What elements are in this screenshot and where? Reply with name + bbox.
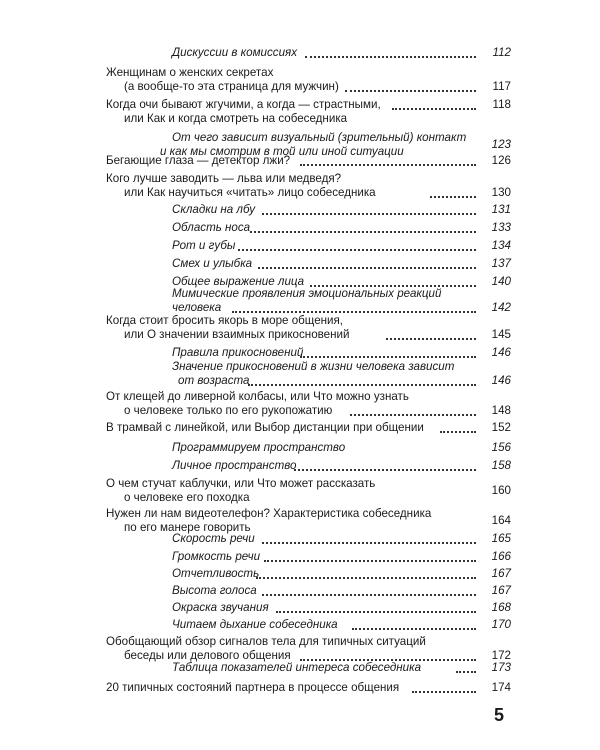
toc-entry-page: 131	[491, 203, 511, 216]
toc-entry-page: 152	[491, 421, 511, 434]
toc-entry-title-line: по его манере говорить	[124, 521, 251, 534]
toc-leader-dots	[456, 669, 476, 673]
toc-leader-dots	[345, 88, 476, 92]
toc-entry-page: 173	[491, 661, 511, 674]
toc-entry-page: 164	[491, 514, 511, 527]
toc-entry-page: 146	[491, 346, 511, 359]
toc-entry-title-line: Смех и улыбка	[172, 257, 253, 270]
toc-leader-dots	[238, 247, 476, 251]
toc-entry-page: 160	[491, 484, 511, 497]
toc-entry-page: 112	[492, 46, 511, 59]
toc-entry-page: 158	[491, 459, 511, 472]
toc-entry-title-line: Правила прикосновений	[172, 346, 304, 359]
toc-entry-title-line: Бегающие глаза — детектор лжи?	[106, 154, 291, 167]
toc-leader-dots	[300, 354, 476, 358]
toc-entry-page: 167	[491, 567, 511, 580]
toc-entry-title-line: или О значении взаимных прикосновений	[124, 328, 350, 341]
toc-entry-title-line: Обобщающий обзор сигналов тела для типичных ситуаций	[106, 635, 426, 648]
toc-entry-page: 170	[491, 618, 511, 631]
toc-entry-page: 167	[491, 584, 511, 597]
toc-leader-dots	[264, 558, 476, 562]
toc-entry-title-line: Нужен ли нам видеотелефон? Характеристика собеседника	[106, 507, 432, 520]
toc-leader-dots	[276, 609, 476, 613]
toc-entry-title-line: Когда очи бывают жгучими, а когда — страстными,	[106, 98, 381, 111]
toc-entry-title-line: или Как и когда смотреть на собеседника	[124, 112, 348, 125]
toc-entry-page: 156	[491, 441, 511, 454]
toc-entry-page: 165	[491, 532, 511, 545]
toc-entry-page: 130	[491, 186, 511, 199]
toc-entry-title-line: В трамвай с линейкой, или Выбор дистанции при общении	[106, 421, 424, 434]
toc-entry-title-line: Дискуссии в комиссиях	[172, 46, 298, 59]
toc-entry-page: 166	[491, 550, 511, 563]
toc-entry-page: 174	[491, 681, 511, 694]
toc-leader-dots	[305, 54, 476, 58]
toc-entry-title-line: Читаем дыхание собеседника	[172, 618, 338, 631]
toc-entry-page: 146	[491, 374, 511, 387]
toc-entry-title-line: Программируем пространство	[172, 441, 346, 454]
toc-entry-title-line: Личное пространство	[172, 459, 297, 472]
toc-entry-page: 117	[492, 80, 511, 93]
toc-entry-title-line: Складки на лбу	[172, 203, 256, 216]
toc-entry-title-line: о человеке только по его рукопожатию	[124, 404, 333, 417]
toc-entry-title-line: беседы или делового общения	[124, 649, 291, 662]
toc-leader-dots	[412, 689, 476, 693]
toc-entry-page: 145	[491, 328, 511, 341]
toc-entry-title-line: от возраста	[178, 374, 250, 387]
toc-entry-page: 140	[491, 275, 511, 288]
toc-entry-title-line: Мимические проявления эмоциональных реакций	[172, 287, 442, 300]
toc-leader-dots	[350, 412, 476, 416]
toc-leader-dots	[300, 162, 476, 166]
toc-entry-title-line: О чем стучат каблучки, или Что может рассказать	[106, 477, 376, 490]
toc-leader-dots	[352, 626, 476, 630]
toc-leader-dots	[386, 336, 476, 340]
toc-entry-title-line: Женщинам о женских секретах	[106, 66, 274, 79]
toc-entry-title-line: Общее выражение лица	[172, 275, 305, 288]
toc-leader-dots	[262, 592, 476, 596]
toc-entry-title-line: Значение прикосновений в жизни человека зависит	[172, 360, 455, 373]
toc-entry-page: 134	[491, 239, 511, 252]
toc-leader-dots	[430, 194, 476, 198]
toc-leader-dots	[248, 382, 476, 386]
toc-entry-page: 172	[491, 649, 511, 662]
toc-entry-title-line: От чего зависит визуальный (зрительный) контакт	[172, 131, 467, 144]
toc-entry-title-line: Таблица показателей интереса собеседника	[172, 661, 422, 674]
page-number: 5	[494, 705, 505, 725]
toc-entry-title-line: От клещей до ливерной колбасы, или Что можно узнать	[106, 390, 409, 403]
toc-entry-title-line: Когда стоит бросить якорь в море общения,	[106, 314, 344, 327]
toc-entry-title-line: о человеке его походка	[124, 491, 250, 504]
toc-entry-page: 133	[491, 221, 511, 234]
toc-entry-title-line: 20 типичных состояний партнера в процессе общения	[106, 681, 400, 694]
toc-entry-title-line: Кого лучше заводить — льва или медведя?	[106, 172, 342, 185]
toc-entry-title-line: (а вообще-то эта страница для мужчин)	[124, 80, 339, 93]
toc-entry-page: 148	[491, 404, 511, 417]
toc-entry-page: 118	[492, 98, 511, 111]
toc-leader-dots	[294, 467, 476, 471]
toc-entry-title-line: Рот и губы	[172, 239, 236, 252]
toc-leader-dots	[440, 429, 476, 433]
toc-entry-page: 142	[491, 301, 511, 314]
toc-entry-title-line: Скорость речи	[172, 532, 255, 545]
toc-entry-title-line: человека	[172, 301, 222, 314]
toc-entry-page: 137	[491, 257, 511, 270]
toc-entry-title-line: Громкость речи	[172, 550, 261, 563]
toc-leader-dots	[392, 106, 476, 110]
toc-entry-title-line: Окраска звучания	[172, 601, 269, 614]
toc-leader-dots	[256, 575, 476, 579]
toc-leader-dots	[250, 229, 476, 233]
toc-entry-page: 126	[491, 154, 511, 167]
toc-entry-title-line: Высота голоса	[172, 584, 257, 597]
toc-entry-title-line: или Как научиться «читать» лицо собеседника	[124, 186, 376, 199]
toc-leader-dots	[262, 540, 476, 544]
toc-leader-dots	[258, 265, 476, 269]
toc-leader-dots	[262, 211, 476, 215]
toc-entry-title-line: и как мы смотрим в той или иной ситуации	[160, 145, 404, 158]
toc-entry-title-line: Область носа	[172, 221, 251, 234]
toc-entry-title-line: Отчетливость	[172, 567, 260, 580]
toc-entry-page: 123	[491, 138, 511, 151]
toc-entry-page: 168	[491, 601, 511, 614]
